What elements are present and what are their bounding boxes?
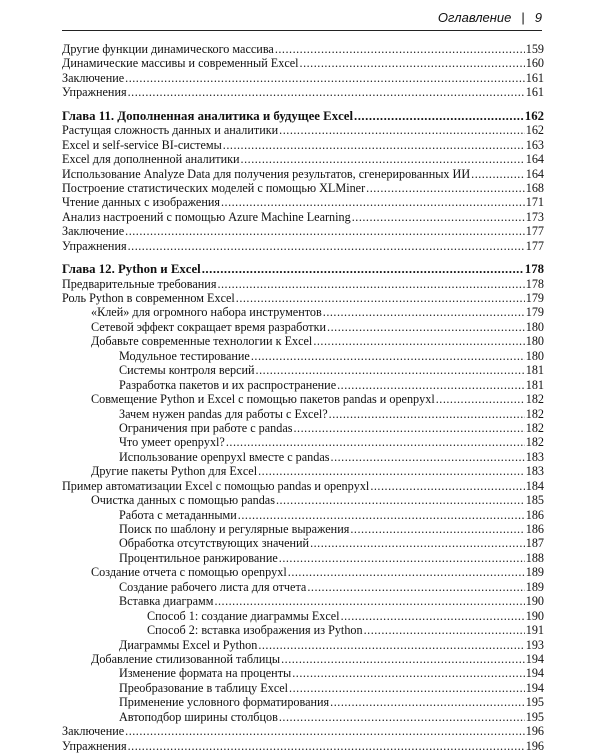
toc-entry[interactable] xyxy=(62,710,544,724)
toc-entry-page: 194 xyxy=(525,680,544,695)
toc-entry-title: Применение условного форматирования xyxy=(119,695,330,710)
toc-entry[interactable] xyxy=(62,493,544,507)
dot-leader xyxy=(128,739,525,753)
toc-entry[interactable] xyxy=(62,435,544,449)
toc-entry-page: 183 xyxy=(525,464,544,479)
toc-entry-page: 168 xyxy=(525,180,544,195)
dot-leader xyxy=(341,609,525,623)
dot-leader xyxy=(236,291,525,305)
toc-entry-title: «Клей» для огромного набора инструментов xyxy=(91,305,322,320)
toc-entry-title: Зачем нужен pandas для работы с Excel? xyxy=(119,406,328,421)
toc-entry-page: 190 xyxy=(525,608,544,623)
dot-leader xyxy=(350,522,524,536)
toc-entry-page: 164 xyxy=(525,166,544,181)
dot-leader xyxy=(279,551,525,565)
toc-entry-title: Добавьте современные технологии к Excel xyxy=(91,334,313,349)
toc-entry-title: Создание рабочего листа для отчета xyxy=(119,579,307,594)
toc-chapter-entry[interactable] xyxy=(62,109,544,123)
toc-entry-page: 161 xyxy=(525,85,544,100)
dot-leader xyxy=(354,109,524,123)
toc-entry[interactable] xyxy=(62,551,544,565)
toc-entry[interactable] xyxy=(62,349,544,363)
toc-entry-title: Глава 11. Дополненная аналитика и будущее Excel xyxy=(62,108,354,123)
toc-entry-title: Динамические массивы и современный Excel xyxy=(62,56,299,71)
toc-entry-title: Глава 12. Python и Excel xyxy=(62,262,201,277)
toc-entry-title: Поиск по шаблону и регулярные выражения xyxy=(119,522,350,536)
toc-entry[interactable] xyxy=(62,181,544,195)
toc-entry-page: 186 xyxy=(525,522,544,536)
dot-leader xyxy=(330,695,525,709)
toc-spacer xyxy=(62,253,544,262)
toc-entry-page: 194 xyxy=(525,651,544,666)
toc-entry-title: Очистка данных с помощью pandas xyxy=(91,493,275,508)
toc-entry[interactable] xyxy=(62,479,544,493)
dot-leader xyxy=(364,623,525,637)
dot-leader xyxy=(217,277,524,291)
toc-entry[interactable] xyxy=(62,739,544,753)
toc-entry-title: Преобразование в таблицу Excel xyxy=(119,680,289,695)
toc-entry-title: Что умеет openpyxl? xyxy=(119,435,225,450)
dot-leader xyxy=(128,85,525,99)
toc-entry-page: 182 xyxy=(525,435,544,450)
toc-entry[interactable] xyxy=(62,652,544,666)
header-separator: | xyxy=(521,10,525,25)
toc-entry-page: 188 xyxy=(525,550,544,565)
toc-entry[interactable] xyxy=(62,152,544,166)
toc-entry[interactable] xyxy=(62,378,544,392)
toc-entry-page: 195 xyxy=(525,709,544,724)
toc-entry-title: Совмещение Python и Excel с помощью пакетов pandas и openpyxl xyxy=(91,392,435,407)
toc-entry-title: Вставка диаграмм xyxy=(119,594,214,609)
dot-leader xyxy=(436,392,525,406)
toc-entry[interactable] xyxy=(62,536,544,550)
dot-leader xyxy=(251,349,525,363)
dot-leader xyxy=(223,138,525,152)
toc-entry-page: 191 xyxy=(525,623,544,638)
toc-entry[interactable] xyxy=(62,167,544,181)
toc-entry-page: 189 xyxy=(525,565,544,580)
dot-leader xyxy=(128,239,525,253)
toc-entry-title: Чтение данных с изображения xyxy=(62,195,220,210)
toc-entry[interactable] xyxy=(62,464,544,478)
toc-entry-page: 161 xyxy=(525,70,544,85)
toc-entry-page: 178 xyxy=(525,276,544,291)
toc-entry-page: 184 xyxy=(525,478,544,493)
toc-entry[interactable] xyxy=(62,666,544,680)
toc-entry[interactable] xyxy=(62,56,544,70)
toc-entry-title: Модульное тестирование xyxy=(119,348,250,363)
toc-entry[interactable] xyxy=(62,623,544,637)
toc-entry-page: 180 xyxy=(525,319,544,334)
toc-entry-page: 187 xyxy=(525,536,544,551)
toc-entry[interactable] xyxy=(62,195,544,209)
toc-entry-title: Excel и self-service BI-системы xyxy=(62,137,222,152)
dot-leader xyxy=(471,167,525,181)
toc-entry-title: Сетевой эффект сокращает время разработки xyxy=(91,319,327,334)
header-rule xyxy=(62,30,542,31)
toc-entry-page: 182 xyxy=(525,420,544,435)
toc-entry[interactable] xyxy=(62,71,544,85)
toc-entry-title: Автоподбор ширины столбцов xyxy=(119,709,278,724)
dot-leader xyxy=(275,42,525,56)
toc-entry[interactable] xyxy=(62,85,544,99)
dot-leader xyxy=(331,450,525,464)
dot-leader xyxy=(276,493,525,507)
page-number: 9 xyxy=(534,10,542,25)
toc-entry-page: 178 xyxy=(524,262,544,277)
toc-entry[interactable] xyxy=(62,123,544,137)
table-of-contents xyxy=(62,42,544,753)
dot-leader xyxy=(337,378,525,392)
toc-entry[interactable] xyxy=(62,508,544,522)
toc-entry-page: 179 xyxy=(525,305,544,320)
dot-leader xyxy=(125,224,525,238)
dot-leader xyxy=(281,652,525,666)
toc-entry-page: 159 xyxy=(525,42,544,56)
toc-entry[interactable] xyxy=(62,609,544,623)
toc-entry[interactable] xyxy=(62,291,544,305)
dot-leader xyxy=(370,479,524,493)
toc-entry-title: Добавление стилизованной таблицы xyxy=(91,651,281,666)
toc-entry-page: 162 xyxy=(525,123,544,138)
dot-leader xyxy=(279,123,525,137)
toc-entry-page: 164 xyxy=(525,152,544,167)
toc-entry-title: Обработка отсутствующих значений xyxy=(119,536,310,551)
toc-entry-title: Другие функции динамического массива xyxy=(62,42,274,56)
toc-entry-title: Анализ настроений с помощью Azure Machine Learning xyxy=(62,209,351,224)
dot-leader xyxy=(125,724,525,738)
toc-entry-title: Упражнения xyxy=(62,738,127,753)
dot-leader xyxy=(289,681,525,695)
toc-entry-title: Использование Analyze Data для получения результатов, сгенерированных ИИ xyxy=(62,166,471,181)
toc-entry-title: Растущая сложность данных и аналитики xyxy=(62,123,279,138)
toc-entry-page: 196 xyxy=(525,738,544,753)
toc-entry-title: Пример автоматизации Excel с помощью pandas и openpyxl xyxy=(62,478,370,493)
toc-entry-title: Разработка пакетов и их распространение xyxy=(119,377,337,392)
toc-entry[interactable] xyxy=(62,334,544,348)
toc-entry-page: 182 xyxy=(525,392,544,407)
toc-entry-page: 183 xyxy=(525,449,544,464)
toc-entry[interactable] xyxy=(62,580,544,594)
toc-entry-title: Процентильное ранжирование xyxy=(119,550,278,565)
toc-entry[interactable] xyxy=(62,724,544,738)
toc-entry-title: Упражнения xyxy=(62,85,127,100)
toc-entry-title: Создание отчета с помощью openpyxl xyxy=(91,565,287,580)
toc-entry-page: 173 xyxy=(525,209,544,224)
toc-entry[interactable] xyxy=(62,320,544,334)
toc-entry-page: 181 xyxy=(525,363,544,378)
toc-entry[interactable] xyxy=(62,594,544,608)
toc-entry-page: 160 xyxy=(525,56,544,71)
toc-entry-title: Ограничения при работе с pandas xyxy=(119,420,293,435)
toc-entry-page: 181 xyxy=(525,377,544,392)
toc-chapter-entry[interactable] xyxy=(62,262,544,276)
toc-entry-title: Способ 2: вставка изображения из Python xyxy=(147,623,363,638)
toc-entry[interactable] xyxy=(62,565,544,579)
dot-leader xyxy=(292,666,525,680)
dot-leader xyxy=(352,210,525,224)
dot-leader xyxy=(313,334,524,348)
dot-leader xyxy=(256,363,525,377)
toc-entry-title: Системы контроля версий xyxy=(119,363,255,378)
toc-entry-title: Способ 1: создание диаграммы Excel xyxy=(147,608,340,623)
toc-entry-page: 179 xyxy=(525,291,544,305)
dot-leader xyxy=(241,152,525,166)
dot-leader xyxy=(323,305,525,319)
toc-entry[interactable] xyxy=(62,224,544,238)
toc-entry-title: Заключение xyxy=(62,70,125,85)
toc-entry[interactable] xyxy=(62,450,544,464)
dot-leader xyxy=(221,195,525,209)
dot-leader xyxy=(258,638,524,652)
toc-entry-page: 194 xyxy=(525,666,544,681)
toc-entry[interactable] xyxy=(62,392,544,406)
toc-entry-title: Предварительные требования xyxy=(62,276,217,291)
toc-entry-page: 196 xyxy=(525,724,544,739)
dot-leader xyxy=(366,181,525,195)
toc-entry-title: Построение статистических моделей с помощью XLMiner xyxy=(62,180,366,195)
toc-entry[interactable] xyxy=(62,681,544,695)
toc-entry-page: 186 xyxy=(525,507,544,522)
toc-entry-page: 180 xyxy=(525,348,544,363)
dot-leader xyxy=(307,580,524,594)
toc-entry[interactable] xyxy=(62,305,544,319)
toc-entry-title: Заключение xyxy=(62,224,125,239)
toc-entry[interactable] xyxy=(62,522,544,536)
toc-entry-title: Другие пакеты Python для Excel xyxy=(91,464,258,479)
dot-leader xyxy=(310,536,525,550)
toc-entry-title: Упражнения xyxy=(62,238,127,253)
toc-entry[interactable] xyxy=(62,421,544,435)
running-header xyxy=(62,10,542,25)
dot-leader xyxy=(125,71,525,85)
dot-leader xyxy=(226,435,525,449)
toc-entry-title: Изменение формата на проценты xyxy=(119,666,292,681)
toc-entry-page: 171 xyxy=(525,195,544,210)
dot-leader xyxy=(214,594,524,608)
toc-entry[interactable] xyxy=(62,210,544,224)
toc-entry-page: 182 xyxy=(525,406,544,421)
dot-leader xyxy=(279,710,525,724)
toc-entry-page: 189 xyxy=(525,579,544,594)
toc-entry[interactable] xyxy=(62,407,544,421)
dot-leader xyxy=(238,508,525,522)
toc-entry-title: Роль Python в современном Excel xyxy=(62,291,235,305)
toc-entry-page: 195 xyxy=(525,695,544,710)
dot-leader xyxy=(294,421,525,435)
toc-entry-page: 177 xyxy=(525,238,544,253)
toc-entry[interactable] xyxy=(62,42,544,56)
toc-entry-page: 180 xyxy=(525,334,544,349)
toc-entry-page: 190 xyxy=(525,594,544,609)
toc-entry-title: Работа с метаданными xyxy=(119,507,237,522)
dot-leader xyxy=(202,262,524,276)
dot-leader xyxy=(327,320,525,334)
toc-entry-page: 193 xyxy=(525,637,544,652)
toc-entry-page: 177 xyxy=(525,224,544,239)
header-section-title: Оглавление xyxy=(437,10,512,25)
toc-entry[interactable] xyxy=(62,138,544,152)
toc-entry[interactable] xyxy=(62,363,544,377)
dot-leader xyxy=(300,56,525,70)
toc-entry-title: Использование openpyxl вместе с pandas xyxy=(119,449,330,464)
toc-entry[interactable] xyxy=(62,638,544,652)
dot-leader xyxy=(288,565,525,579)
toc-entry-title: Диаграммы Excel и Python xyxy=(119,637,258,652)
toc-entry[interactable] xyxy=(62,695,544,709)
toc-entry-page: 185 xyxy=(525,493,544,508)
dot-leader xyxy=(329,407,525,421)
toc-entry-title: Заключение xyxy=(62,724,125,739)
toc-entry[interactable] xyxy=(62,239,544,253)
toc-entry[interactable] xyxy=(62,277,544,291)
toc-entry-title: Excel для дополненной аналитики xyxy=(62,152,240,167)
dot-leader xyxy=(258,464,525,478)
toc-entry-page: 163 xyxy=(525,137,544,152)
toc-spacer xyxy=(62,100,544,109)
toc-entry-page: 162 xyxy=(524,108,544,123)
